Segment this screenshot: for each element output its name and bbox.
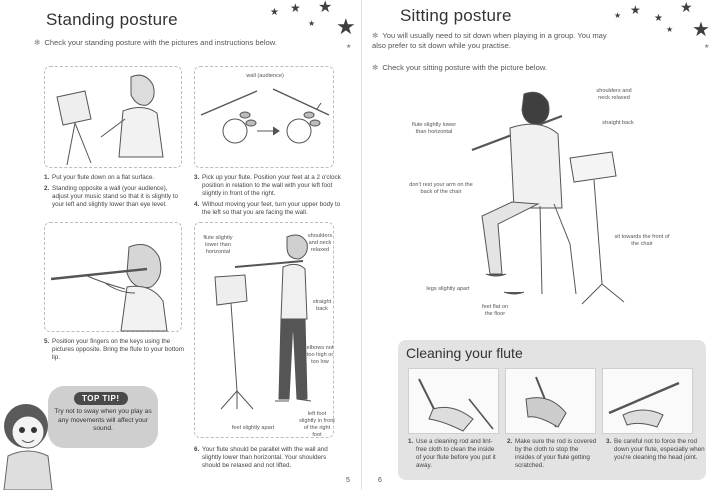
- step-item: 1. Use a cleaning rod and lint-free cloth to clean the inside of your flute before you put it away.: [408, 438, 496, 469]
- girl-flute-illustration: [45, 223, 183, 333]
- annotation-flute-lower: flute slightly lower than horizontal: [411, 122, 457, 135]
- star-icon: ★: [318, 0, 333, 16]
- music-stand-figure-illustration: [45, 67, 183, 169]
- star-icon: ★: [346, 44, 352, 50]
- star-icon: ★: [614, 11, 622, 20]
- cleaning-photo-2: [505, 368, 596, 434]
- annotation-legs: legs slightly apart: [426, 286, 470, 292]
- step-item: 2. Make sure the rod is covered by the cloth to stop the insides of your flute getting scratched.: [507, 438, 597, 469]
- star-icon: ★: [336, 14, 356, 39]
- step-item: 3. Be careful not to force the rod down your flute, especially when you're cleaning the head joint.: [606, 438, 705, 461]
- cleaning-photo-3: [602, 368, 693, 434]
- star-icon: ★: [630, 3, 641, 17]
- annotation-front-chair: sit towards the front of the chair: [614, 234, 670, 247]
- star-icon: ★: [692, 19, 710, 41]
- illustration-panel-2: [194, 66, 334, 168]
- page-title: Sitting posture: [400, 6, 512, 25]
- page-number: 5: [346, 477, 350, 484]
- illustration-panel-3: [44, 222, 182, 332]
- top-tip-text: Try not to sway when you play as any movements will affect your sound.: [54, 408, 152, 432]
- page-title: Standing posture: [46, 10, 178, 29]
- step-item: 3. Pick up your flute. Position your feet at a 2 o'clock position in relation to the wall with your left foot slightly in front of the right.: [194, 174, 341, 197]
- annotation-elbows: elbows not too high or too low: [306, 345, 334, 365]
- step-list-1: [44, 174, 184, 212]
- cleaning-photo-1: [408, 368, 499, 434]
- top-tip-title: TOP TIP!: [74, 392, 128, 405]
- feet-position-diagram: [195, 67, 335, 169]
- intro-bullet-1: ✻ You will usually need to sit down when playing in a group. You may also prefer to sit down while you practise.: [372, 31, 607, 50]
- star-icon: ★: [654, 13, 663, 24]
- illustration-panel-4: [194, 222, 334, 438]
- cleaning-title: Cleaning your flute: [406, 345, 523, 361]
- star-icon: ★: [308, 19, 316, 28]
- step-item: 4. Without moving your feet, turn your upper body to the left so that you are facing the wall.: [194, 201, 341, 216]
- page-number: 6: [378, 477, 382, 484]
- annotation-arm: don't rest your arm on the back of the chair: [409, 182, 473, 195]
- star-icon: ★: [704, 44, 710, 50]
- intro-text: ✻ Check your standing posture with the pictures and instructions below.: [34, 38, 277, 47]
- annotation-feet: feet flat on the floor: [481, 304, 509, 317]
- star-icon: ★: [680, 0, 693, 15]
- intro-bullet-2: ✻ Check your sitting posture with the picture below.: [372, 63, 547, 72]
- cleaning-rod-illustration: [409, 369, 500, 435]
- annotation-left-foot: left foot slightly in front of the right foot: [299, 411, 335, 438]
- annotation-back: straight back: [602, 120, 634, 126]
- step-list-4: [194, 446, 342, 473]
- illustration-panel-1: [44, 66, 182, 168]
- cleaning-steps: [408, 438, 708, 473]
- annotation-shoulders: shoulders and neck relaxed: [307, 233, 333, 253]
- annotation-feet: feet slightly apart: [231, 425, 275, 431]
- cloth-rod-illustration: [506, 369, 597, 435]
- step-item: 1. Put your flute down on a flat surface.: [44, 174, 155, 181]
- wall-label: wall (audience): [246, 73, 284, 79]
- annotation-flute-lower: flute slightly lower than horizontal: [203, 235, 233, 255]
- step-item: 5. Position your fingers on the keys using the pictures opposite. Bring the flute to your bottom lip.: [44, 338, 184, 361]
- head-joint-cleaning-illustration: [603, 369, 694, 435]
- star-icon: ★: [270, 7, 279, 18]
- star-icon: ★: [666, 25, 674, 34]
- star-icon: ★: [290, 1, 301, 15]
- annotation-shoulders: shoulders and neck relaxed: [596, 88, 632, 101]
- cartoon-girl-mascot-icon: [0, 396, 56, 490]
- step-list-3: [44, 338, 184, 365]
- step-item: 2. Standing opposite a wall (your audience), adjust your music stand so that it is slightly to your left and slightly lower than eye level.: [44, 185, 178, 208]
- step-list-2: [194, 174, 342, 220]
- annotation-back: straight back: [312, 299, 332, 312]
- step-item: 6. Your flute should be parallel with the wall and slightly lower than horizontal. Your shoulders should be relaxed and not lifted.: [194, 446, 328, 469]
- sitting-player-illustration: [452, 84, 652, 314]
